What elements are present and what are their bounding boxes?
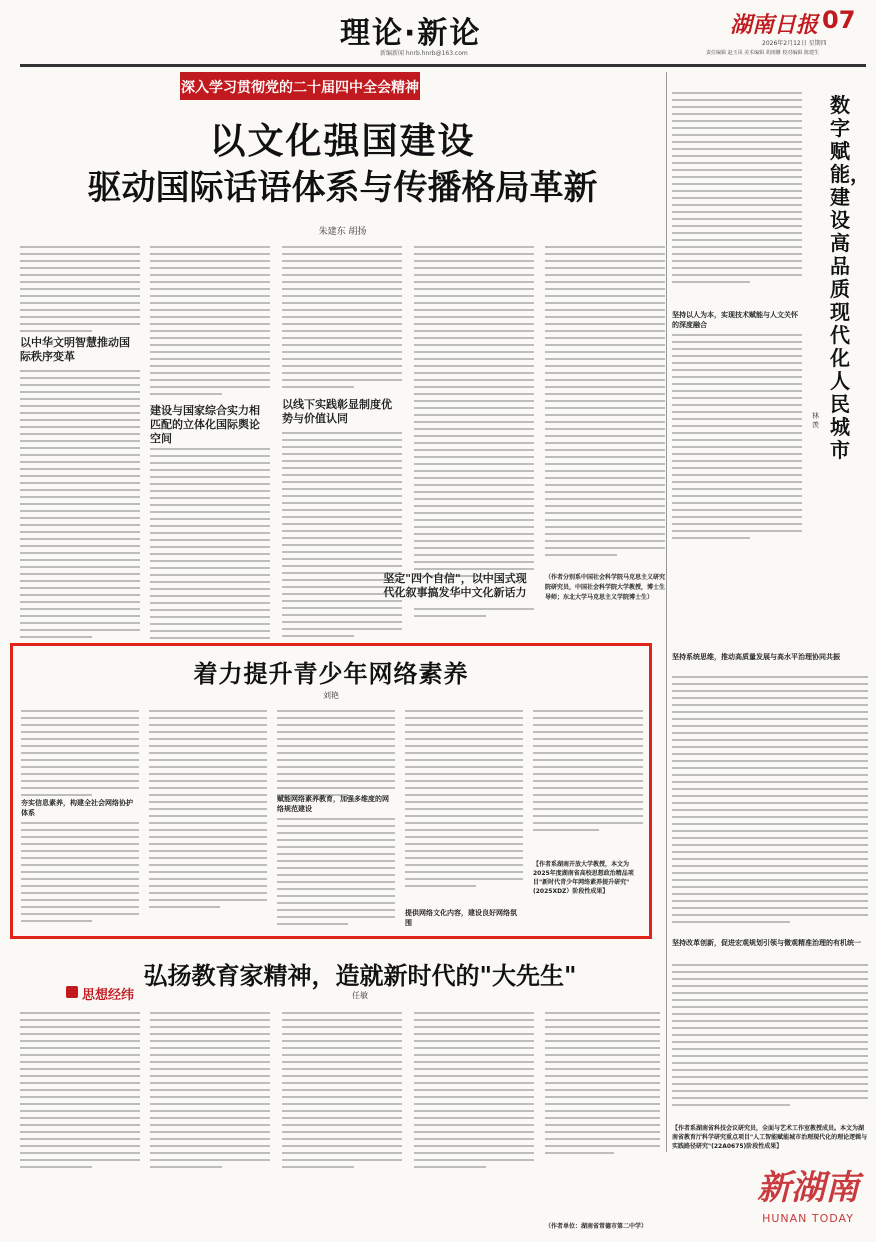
lead-article [20,108,665,638]
lead-subhead-2: 建设与国家综合实力相匹配的立体化国际舆论空间 [150,404,260,445]
lead-article-byline: 朱建东 胡扬 [318,227,367,237]
teacher-col3-text [282,1012,402,1173]
side-col-text-b [672,334,802,544]
lead-subhead-1: 以中华文明智慧推动国际秩序变革 [20,336,130,363]
watermark-logo [748,1160,868,1240]
topic-banner-text: 深入学习贯彻党的二十届四中全会精神 [181,80,419,96]
teacher-article-title: 弘扬教育家精神，造就新时代的"大先生" [143,961,577,990]
lead-col4-text-a [414,246,534,582]
youth-col3-text-a [277,710,395,801]
side-subhead-3: 坚持改革创新，促进宏观规划引领与微观精准治理的有机统一 [672,939,861,947]
side-article-byline: 林羡 [812,412,819,429]
youth-article-byline: 刘艳 [323,691,339,700]
side-col-text-c [672,676,868,928]
lead-col1-text-b [20,370,140,643]
lead-col1-text-a [20,246,140,337]
teacher-article [20,950,660,1240]
lead-col3-text-b [282,432,402,642]
lead-subhead-3: 以线下实践彰显制度优势与价值认同 [282,398,392,425]
column-tag-text: 思想经纬 [82,988,135,1003]
side-article-title: 数字赋能，建设高品质现代化人民城市 [830,93,870,462]
youth-col3-text-b [277,818,395,930]
youth-col5-text [533,710,643,836]
watermark-logo-caption: HUNAN TODAY [762,1212,854,1225]
lead-col4-text-b [414,608,534,622]
page-number: 07 [822,6,856,34]
teacher-col5-text [545,1012,660,1159]
paper-name: 湖南日报 [730,12,819,38]
section-url: 新编新闻 hnrb.hnrb@163.com [380,50,468,57]
side-col-text-a [672,92,802,288]
masthead [0,0,876,72]
teacher-author-note: （作者单位：湖南省常德市第二中学） [545,1223,648,1230]
youth-subhead-2: 赋能网络素养教育，加强多维度的网络规范建设 [277,795,389,813]
side-author-note: 【作者系湖南省科技会议研究员，全面与艺术工作室教授成员。本文为湖南省教育厅科学研究重点项目"人工智能赋能城市治理现代化的理论逻辑与实践路径研究"(22A0675)阶段性成果】 [672,1125,868,1150]
youth-col1-text-b [21,822,139,927]
youth-subhead-1: 夯实信息素养，构建全社会网络协护体系 [21,799,133,817]
lead-author-note: （作者分别系中国社会科学院马克思主义研究院研究员，中国社会科学院大学教授，博士生导师；东北大学马克思主义学院博士生） [545,574,666,601]
topic-banner [180,72,420,100]
youth-col2-text [149,710,267,913]
youth-article-title: 着力提升青少年网络素养 [193,659,469,688]
lead-col2-text-a [150,246,270,400]
lead-article-title-line1: 以文化强国建设 [209,120,476,162]
editor-credits: 责任编辑 赵玉凤 美术编辑 胡雨姗 校对编辑 陈建生 [706,50,819,56]
teacher-col2-text [150,1012,270,1173]
youth-col4-text-a [405,710,523,892]
youth-author-note: 【作者系湖南开放大学教授，本文为2025年度湖南省高校思想政治精品项目"新时代青少年网络素养提升研究"(2025XDZ）阶段性成果】 [533,861,634,895]
teacher-article-byline: 任敏 [352,991,368,1000]
section-title: 理论·新论 [340,16,482,51]
side-subhead-2: 坚持系统思维，推动高质量发展与高水平治理协同共振 [672,653,840,661]
issue-date: 2026年2月12日 星期四 [762,40,827,47]
side-article [672,72,868,1152]
masthead-divider [20,64,866,67]
column-tag [20,960,135,1003]
side-subhead-1: 坚持以人为本，实现技术赋能与人文关怀的深度融合 [672,311,798,329]
youth-col1-text-a [21,710,139,801]
side-article-rule [666,72,667,1152]
watermark-logo-text: 新湖南 [757,1168,859,1208]
teacher-col4-text [414,1012,534,1173]
lead-col3-text-a [282,246,402,393]
column-tag-icon [66,986,78,998]
lead-col5-text-a [545,246,665,561]
lead-article-title-line2: 驱动国际话语体系与传播格局革新 [87,168,598,208]
side-col-text-d [672,964,868,1111]
teacher-col1-text [20,1012,140,1173]
youth-article-box [10,643,652,939]
youth-subhead-3: 提供网络文化内容，建设良好网络氛围 [405,909,517,927]
lead-col2-text-b [150,448,270,651]
lead-subhead-4: 坚定"四个自信"，以中国式现代化叙事搞发华中文化新话力 [383,572,527,599]
